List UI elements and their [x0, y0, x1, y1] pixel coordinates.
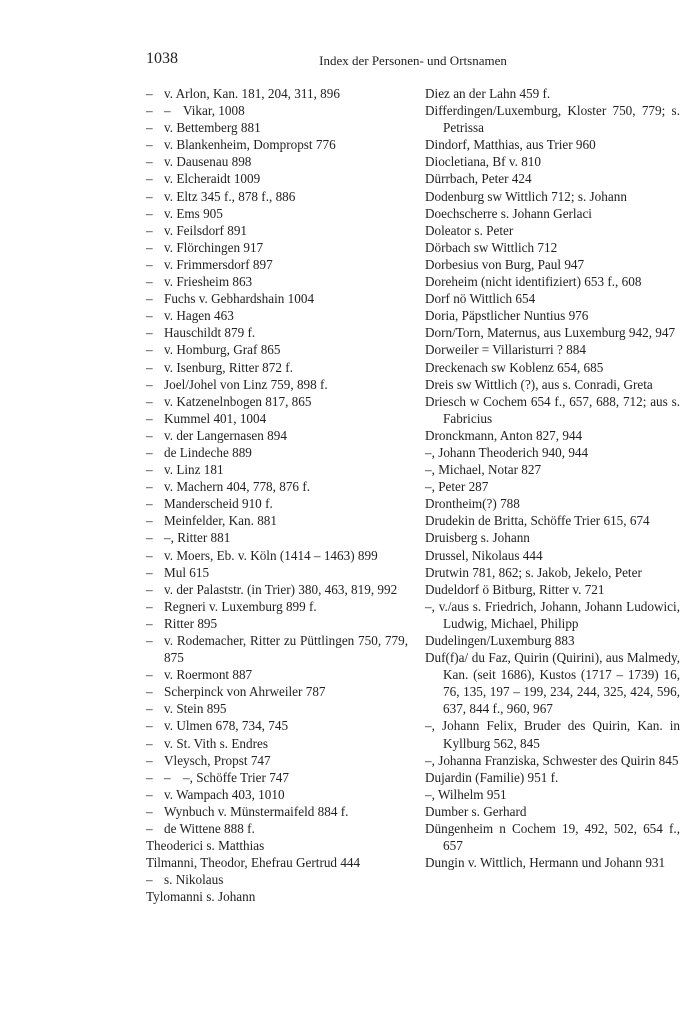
entry-text: Dujardin (Familie) 951 f.	[425, 769, 559, 785]
index-entry	[425, 324, 680, 341]
page-number: 1038	[146, 50, 178, 67]
entry-dash: –	[146, 581, 153, 597]
index-entry	[425, 444, 680, 461]
index-entry	[146, 444, 408, 461]
entry-text: –, Johann Felix, Bruder des Quirin, Kan. in Kyllburg 562, 845	[425, 718, 680, 751]
entry-text: de Lindeche 889	[164, 444, 252, 460]
index-entry	[146, 683, 408, 700]
index-entry	[425, 478, 680, 495]
page-header	[146, 50, 680, 72]
entry-dash: –	[146, 86, 153, 101]
index-entry	[425, 393, 680, 427]
entry-dash: –	[146, 462, 153, 478]
index-entry	[425, 564, 680, 581]
entry-dash: –	[164, 103, 171, 119]
entry-text: Vleysch, Propst 747	[164, 752, 271, 768]
index-column-left	[146, 85, 408, 906]
entry-text: Dindorf, Matthias, aus Trier 960	[425, 137, 596, 153]
entry-text: v. Eltz 345 f., 878 f., 886	[164, 188, 296, 204]
entry-text: v. Bettemberg 881	[164, 120, 261, 136]
entry-text: Dodenburg sw Wittlich 712; s. Johann	[425, 188, 627, 204]
entry-text: v. Dausenau 898	[164, 154, 252, 170]
entry-text: v. Flörchingen 917	[164, 239, 264, 255]
index-entry	[146, 820, 408, 837]
entry-text: –, Ritter 881	[164, 530, 231, 546]
index-entry	[425, 649, 680, 717]
index-entry	[425, 820, 680, 854]
entry-dash: –	[146, 205, 153, 221]
index-entry	[146, 341, 408, 358]
entry-text: Dürrbach, Peter 424	[425, 171, 532, 187]
index-entry	[146, 461, 408, 478]
entry-text: v. Homburg, Graf 865	[164, 342, 281, 358]
index-entry	[146, 256, 408, 273]
entry-dash: –	[146, 633, 153, 648]
entry-text: s. Nikolaus	[164, 872, 224, 888]
entry-dash: –	[146, 291, 153, 307]
index-entry	[146, 393, 408, 410]
index-entry	[146, 598, 408, 615]
entry-text: Doreheim (nicht identifiziert) 653 f., 608	[425, 274, 642, 290]
index-entry	[146, 581, 408, 598]
index-entry	[425, 290, 680, 307]
entry-dash: –	[146, 393, 153, 409]
index-column-right	[425, 85, 680, 871]
entry-text: v. Linz 181	[164, 462, 224, 478]
index-entry	[425, 239, 680, 256]
index-entry	[146, 495, 408, 512]
entry-dash: –	[146, 308, 153, 324]
index-entry	[425, 752, 680, 769]
entry-text: Dorf nö Wittlich 654	[425, 291, 536, 307]
index-entry	[146, 119, 408, 136]
index-entry	[146, 871, 408, 888]
entry-text: Wynbuch v. Münstermaifeld 884 f.	[164, 803, 349, 819]
entry-text: Düngenheim n Cochem 19, 492, 502, 654 f., 657	[425, 821, 680, 854]
entry-text: v. Isenburg, Ritter 872 f.	[164, 359, 293, 375]
entry-dash: –	[146, 684, 153, 700]
entry-text: v. Wampach 403, 1010	[164, 786, 285, 802]
entry-dash: –	[146, 598, 153, 614]
entry-text: de Wittene 888 f.	[164, 821, 255, 837]
entry-text: Drutwin 781, 862; s. Jakob, Jekelo, Peter	[425, 564, 642, 580]
entry-text: v. St. Vith s. Endres	[164, 735, 268, 751]
entry-text: –, Johann Theoderich 940, 944	[425, 444, 589, 460]
index-entry	[146, 786, 408, 803]
index-entry	[425, 359, 680, 376]
entry-text: Drontheim(?) 788	[425, 496, 520, 512]
entry-dash: –	[146, 359, 153, 375]
entry-dash: –	[146, 752, 153, 768]
entry-text: Vikar, 1008	[183, 103, 245, 119]
index-entry	[146, 717, 408, 734]
index-entry	[425, 222, 680, 239]
entry-text: Hauschildt 879 f.	[164, 325, 256, 341]
index-entry	[425, 581, 680, 598]
index-entry	[146, 359, 408, 376]
entry-dash: –	[146, 786, 153, 802]
entry-text: Driesch w Cochem 654 f., 657, 688, 712; aus s. Fabricius	[425, 393, 680, 426]
entry-text: Scherpinck von Ahrweiler 787	[164, 684, 326, 700]
entry-text: Dreis sw Wittlich (?), aus s. Conradi, Greta	[425, 376, 653, 392]
entry-text: Diez an der Lahn 459 f.	[425, 86, 551, 101]
index-entry	[146, 615, 408, 632]
entry-text: Druisberg s. Johann	[425, 530, 530, 546]
index-entry	[425, 769, 680, 786]
index-entry	[146, 273, 408, 290]
entry-dash: –	[146, 154, 153, 170]
entry-dash: –	[146, 325, 153, 341]
entry-text: Theoderici s. Matthias	[146, 838, 265, 854]
index-entry	[146, 837, 408, 854]
entry-text: v. Hagen 463	[164, 308, 234, 324]
entry-dash: –	[164, 769, 171, 785]
index-entry	[146, 547, 408, 564]
entry-text: Dronckmann, Anton 827, 944	[425, 427, 583, 443]
entry-text: v. der Langernasen 894	[164, 427, 287, 443]
index-entry	[425, 170, 680, 187]
index-entry	[425, 547, 680, 564]
index-entry	[425, 427, 680, 444]
entry-text: Manderscheid 910 f.	[164, 496, 273, 512]
running-title: Index der Personen- und Ortsnamen	[319, 53, 507, 68]
index-entry	[146, 85, 408, 102]
entry-dash: –	[146, 171, 153, 187]
index-entry	[146, 222, 408, 239]
index-entry	[146, 478, 408, 495]
entry-text: v. Rodemacher, Ritter zu Püttlingen 750, 779, 875	[164, 633, 408, 666]
index-entry	[146, 854, 408, 871]
index-entry	[146, 427, 408, 444]
entry-dash: –	[146, 667, 153, 683]
entry-dash: –	[146, 137, 153, 153]
entry-text: Diocletiana, Bf v. 810	[425, 154, 541, 170]
entry-text: v. Ems 905	[164, 205, 223, 221]
entry-text: Ritter 895	[164, 615, 218, 631]
index-entry	[146, 239, 408, 256]
entry-text: Tylomanni s. Johann	[146, 889, 256, 905]
entry-dash: –	[146, 530, 153, 546]
entry-text: v. Stein 895	[164, 701, 227, 717]
entry-dash: –	[146, 444, 153, 460]
entry-dash: –	[146, 718, 153, 734]
index-entry	[425, 102, 680, 136]
entry-dash: –	[146, 547, 153, 563]
entry-text: –, Johanna Franziska, Schwester des Quirin 845	[425, 752, 679, 768]
entry-dash: –	[146, 701, 153, 717]
entry-text: v. Roermont 887	[164, 667, 253, 683]
entry-text: v. Frimmersdorf 897	[164, 256, 273, 272]
entry-text: v. Moers, Eb. v. Köln (1414 – 1463) 899	[164, 547, 378, 563]
entry-text: v. Elcheraidt 1009	[164, 171, 261, 187]
entry-dash: –	[146, 410, 153, 426]
entry-text: –, Wilhelm 951	[425, 786, 507, 802]
index-entry	[425, 854, 680, 871]
entry-text: –, Michael, Notar 827	[425, 462, 542, 478]
index-entry	[425, 717, 680, 751]
entry-text: Dorn/Torn, Maternus, aus Luxemburg 942, 947	[425, 325, 676, 341]
index-entry	[425, 376, 680, 393]
entry-dash: –	[146, 496, 153, 512]
entry-dash: –	[146, 342, 153, 358]
entry-text: Fuchs v. Gebhardshain 1004	[164, 291, 315, 307]
index-entry	[425, 205, 680, 222]
index-entry	[425, 529, 680, 546]
entry-text: Doechscherre s. Johann Gerlaci	[425, 205, 592, 221]
entry-dash: –	[146, 615, 153, 631]
entry-dash: –	[146, 769, 153, 785]
index-entry	[146, 666, 408, 683]
entry-text: Mul 615	[164, 564, 210, 580]
entry-text: Duf(f)a/ du Faz, Quirin (Quirini), aus Malmedy, Kan. (seit 1686), Kustos (1717 – 1739) 16, 76, 135, 197 – 199, 234, 244, 325, 424, 596, 637, 844 f., 960, 967	[425, 650, 680, 717]
entry-dash: –	[146, 376, 153, 392]
entry-text: Dörbach sw Wittlich 712	[425, 239, 558, 255]
entry-text: Dorbesius von Burg, Paul 947	[425, 256, 585, 272]
entry-dash: –	[146, 479, 153, 495]
entry-text: –, Schöffe Trier 747	[183, 769, 289, 785]
index-entry	[146, 752, 408, 769]
entry-text: Drussel, Nikolaus 444	[425, 547, 543, 563]
entry-dash: –	[146, 427, 153, 443]
index-entry	[425, 786, 680, 803]
entry-text: v. Arlon, Kan. 181, 204, 311, 896	[164, 86, 340, 101]
index-entry	[146, 735, 408, 752]
entry-text: Doleator s. Peter	[425, 222, 514, 238]
entry-dash: –	[146, 256, 153, 272]
entry-text: Dudeldorf ö Bitburg, Ritter v. 721	[425, 581, 605, 597]
entry-dash: –	[146, 188, 153, 204]
entry-text: v. Friesheim 863	[164, 274, 253, 290]
index-entry	[425, 632, 680, 649]
entry-text: Dungin v. Wittlich, Hermann und Johann 931	[425, 855, 666, 871]
entry-text: Joel/Johel von Linz 759, 898 f.	[164, 376, 328, 392]
entry-text: Dorweiler = Villaristurri ? 884	[425, 342, 586, 358]
entry-dash: –	[146, 803, 153, 819]
entry-text: Drudekin de Britta, Schöffe Trier 615, 674	[425, 513, 650, 529]
index-entry	[425, 461, 680, 478]
index-entry	[425, 136, 680, 153]
index-entry	[425, 153, 680, 170]
entry-text: Dudelingen/Luxemburg 883	[425, 633, 575, 648]
entry-dash: –	[146, 821, 153, 837]
entry-text: v. Feilsdorf 891	[164, 222, 248, 238]
entry-text: Dumber s. Gerhard	[425, 803, 527, 819]
index-entry	[146, 803, 408, 820]
index-entry	[146, 188, 408, 205]
entry-text: v. der Palaststr. (in Trier) 380, 463, 819, 992	[164, 581, 398, 597]
index-entry	[146, 700, 408, 717]
entry-dash: –	[146, 513, 153, 529]
index-entry	[146, 102, 408, 119]
entry-text: –, v./aus s. Friedrich, Johann, Johann Ludowici, Ludwig, Michael, Philipp	[425, 598, 680, 631]
entry-dash: –	[146, 564, 153, 580]
index-entry	[146, 170, 408, 187]
index-entry	[425, 803, 680, 820]
entry-text: Doria, Päpstlicher Nuntius 976	[425, 308, 589, 324]
index-entry	[425, 341, 680, 358]
index-entry	[146, 888, 408, 905]
entry-text: v. Ulmen 678, 734, 745	[164, 718, 289, 734]
index-entry	[146, 632, 408, 666]
entry-text: Regneri v. Luxemburg 899 f.	[164, 598, 317, 614]
index-entry	[425, 273, 680, 290]
entry-text: Dreckenach sw Koblenz 654, 685	[425, 359, 604, 375]
index-entry	[146, 512, 408, 529]
entry-text: Kummel 401, 1004	[164, 410, 267, 426]
index-entry	[146, 529, 408, 546]
index-entry	[425, 307, 680, 324]
entry-text: Meinfelder, Kan. 881	[164, 513, 277, 529]
index-entry	[146, 324, 408, 341]
entry-text: Tilmanni, Theodor, Ehefrau Gertrud 444	[146, 855, 361, 871]
index-entry	[425, 188, 680, 205]
index-entry	[425, 495, 680, 512]
index-entry	[146, 564, 408, 581]
entry-dash: –	[146, 120, 153, 136]
index-entry	[146, 376, 408, 393]
entry-dash: –	[146, 103, 153, 119]
index-entry	[146, 769, 408, 786]
entry-text: Differdingen/Luxemburg, Kloster 750, 779; s. Petrissa	[425, 103, 680, 136]
entry-text: v. Katzenelnbogen 817, 865	[164, 393, 312, 409]
entry-text: –, Peter 287	[425, 479, 489, 495]
entry-dash: –	[146, 274, 153, 290]
index-entry	[425, 256, 680, 273]
index-entry	[146, 136, 408, 153]
index-entry	[146, 205, 408, 222]
index-entry	[146, 153, 408, 170]
index-entry	[146, 290, 408, 307]
entry-dash: –	[146, 735, 153, 751]
entry-dash: –	[146, 239, 153, 255]
entry-dash: –	[146, 872, 153, 888]
entry-text: v. Blankenheim, Dompropst 776	[164, 137, 336, 153]
entry-dash: –	[146, 222, 153, 238]
index-entry	[425, 598, 680, 632]
index-entry	[425, 85, 680, 102]
index-entry	[425, 512, 680, 529]
entry-text: v. Machern 404, 778, 876 f.	[164, 479, 311, 495]
index-entry	[146, 410, 408, 427]
index-entry	[146, 307, 408, 324]
